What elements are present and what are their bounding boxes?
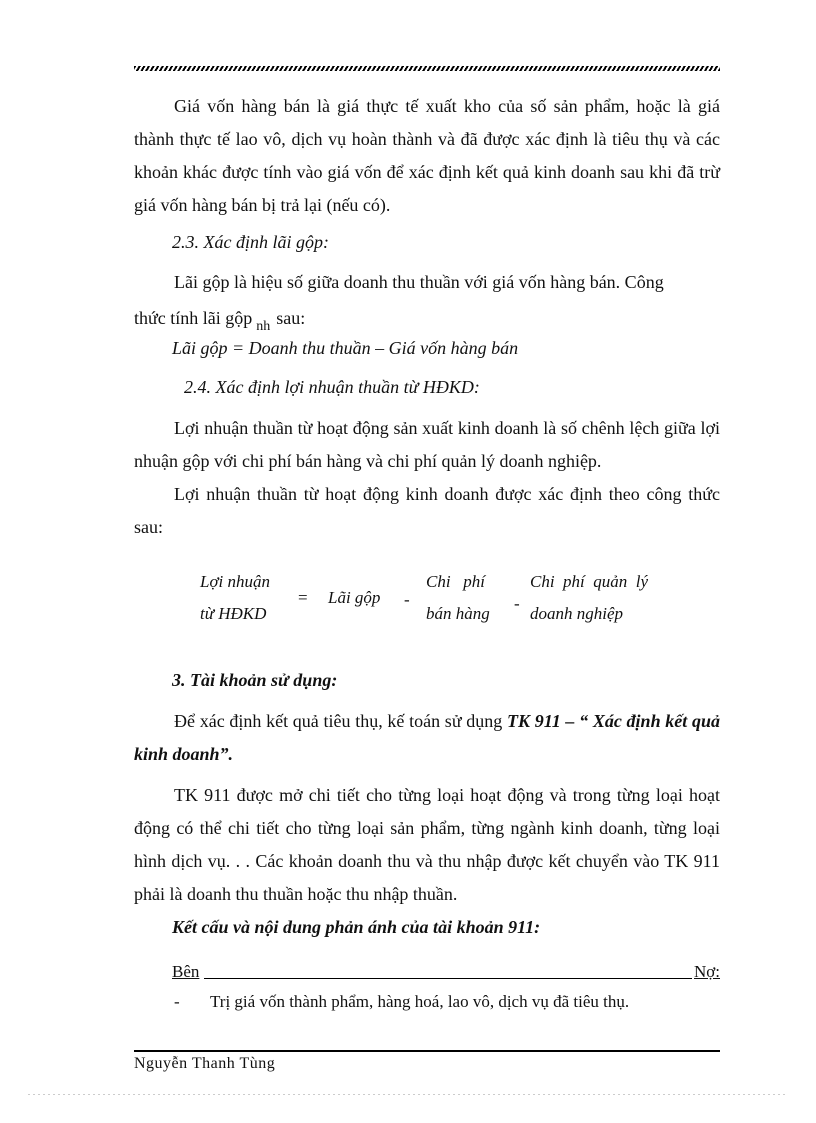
no-label: Nợ: bbox=[694, 962, 720, 981]
paragraph-loi-nhuan-1: Lợi nhuận thuần từ hoạt động sản xuất kinh doanh là số chênh lệch giữa lợi nhuận gộp với chi phí bán hàng và chi phí quản lý doanh nghiệp. bbox=[134, 418, 720, 471]
heading-3: 3. Tài khoản sử dụng: bbox=[172, 670, 338, 690]
formula-lai-gop: Lãi gộp = Doanh thu thuần – Giá vốn hàng bán bbox=[172, 338, 519, 358]
lai-gop-line2-end: sau: bbox=[276, 308, 306, 328]
footer-rule bbox=[134, 1050, 720, 1052]
paragraph-tk-911-detail: TK 911 được mở chi tiết cho từng loại hoạt động và trong từng loại hoạt động có thể chi tiết cho từng loại sản phẩm, từng ngành kinh doanh, từng loại hình dịch vụ. . . Các khoản doanh thu và thu nhập được kết chuyển vào TK 911 phải là doanh thu thuần hoặc thu nhập thuần. bbox=[134, 785, 720, 904]
formula-lhs-line2: từ HĐKD bbox=[200, 604, 267, 623]
bullet-item-gia-von: Trị giá vốn thành phẩm, hàng hoá, lao vô, dịch vụ đã tiêu thụ. bbox=[210, 992, 630, 1011]
heading-ket-cau: Kết cấu và nội dung phản ánh của tài khoản 911: bbox=[172, 917, 541, 937]
formula-quan-ly-line1: Chi phí quản lý bbox=[530, 572, 649, 591]
header-decorative-rule bbox=[134, 66, 720, 71]
ben-no-underline bbox=[204, 978, 692, 979]
lai-gop-subscript: nh bbox=[256, 319, 271, 334]
formula-equals: = bbox=[298, 588, 308, 607]
formula-ban-hang: bán hàng bbox=[426, 604, 490, 623]
footer-author: Nguyễn Thanh Tùng bbox=[134, 1055, 276, 1072]
lai-gop-line1: Lãi gộp là hiệu số giữa doanh thu thuần với giá vốn hàng bán. Công bbox=[174, 272, 664, 292]
formula-lhs-line1: Lợi nhuận bbox=[200, 572, 271, 591]
formula-minus-1: - bbox=[404, 590, 410, 609]
paragraph-tk-911-intro bbox=[134, 705, 720, 771]
formula-chi-phi-line1: Chi phí bbox=[426, 572, 486, 591]
paragraph-loi-nhuan-2: Lợi nhuận thuần từ hoạt động kinh doanh được xác định theo công thức sau: bbox=[134, 484, 720, 537]
formula-lai-gop: Lãi gộp bbox=[328, 588, 381, 607]
paragraph-lai-gop bbox=[134, 266, 720, 299]
formula-doanh-nghiep: doanh nghiệp bbox=[530, 604, 624, 623]
tk-911-name: TK 911 – “ Xác định kết quả kinh doanh”. bbox=[134, 711, 720, 764]
lai-gop-line2-text: thức tính lãi gộp bbox=[134, 308, 253, 328]
bullet-dash: - bbox=[174, 992, 180, 1011]
tk-intro-text: Để xác định kết quả tiêu thụ, kế toán sử dụng bbox=[174, 711, 507, 731]
ben-label: Bên bbox=[172, 962, 200, 981]
lai-gop-line2 bbox=[134, 308, 306, 334]
page-bottom-dotted-line bbox=[28, 1094, 788, 1095]
heading-2-4: 2.4. Xác định lợi nhuận thuần từ HĐKD: bbox=[184, 377, 480, 397]
formula-minus-2: - bbox=[514, 594, 520, 613]
paragraph-gia-von: Giá vốn hàng bán là giá thực tế xuất kho của số sản phẩm, hoặc là giá thành thực tế lao vô, dịch vụ hoàn thành và đã được xác định là tiêu thụ và các khoản khác được tính vào giá vốn để xác định kết quả kinh doanh sau khi đã trừ giá vốn hàng bán bị trả lại (nếu có). bbox=[134, 96, 720, 215]
heading-2-3: 2.3. Xác định lãi gộp: bbox=[172, 232, 329, 252]
